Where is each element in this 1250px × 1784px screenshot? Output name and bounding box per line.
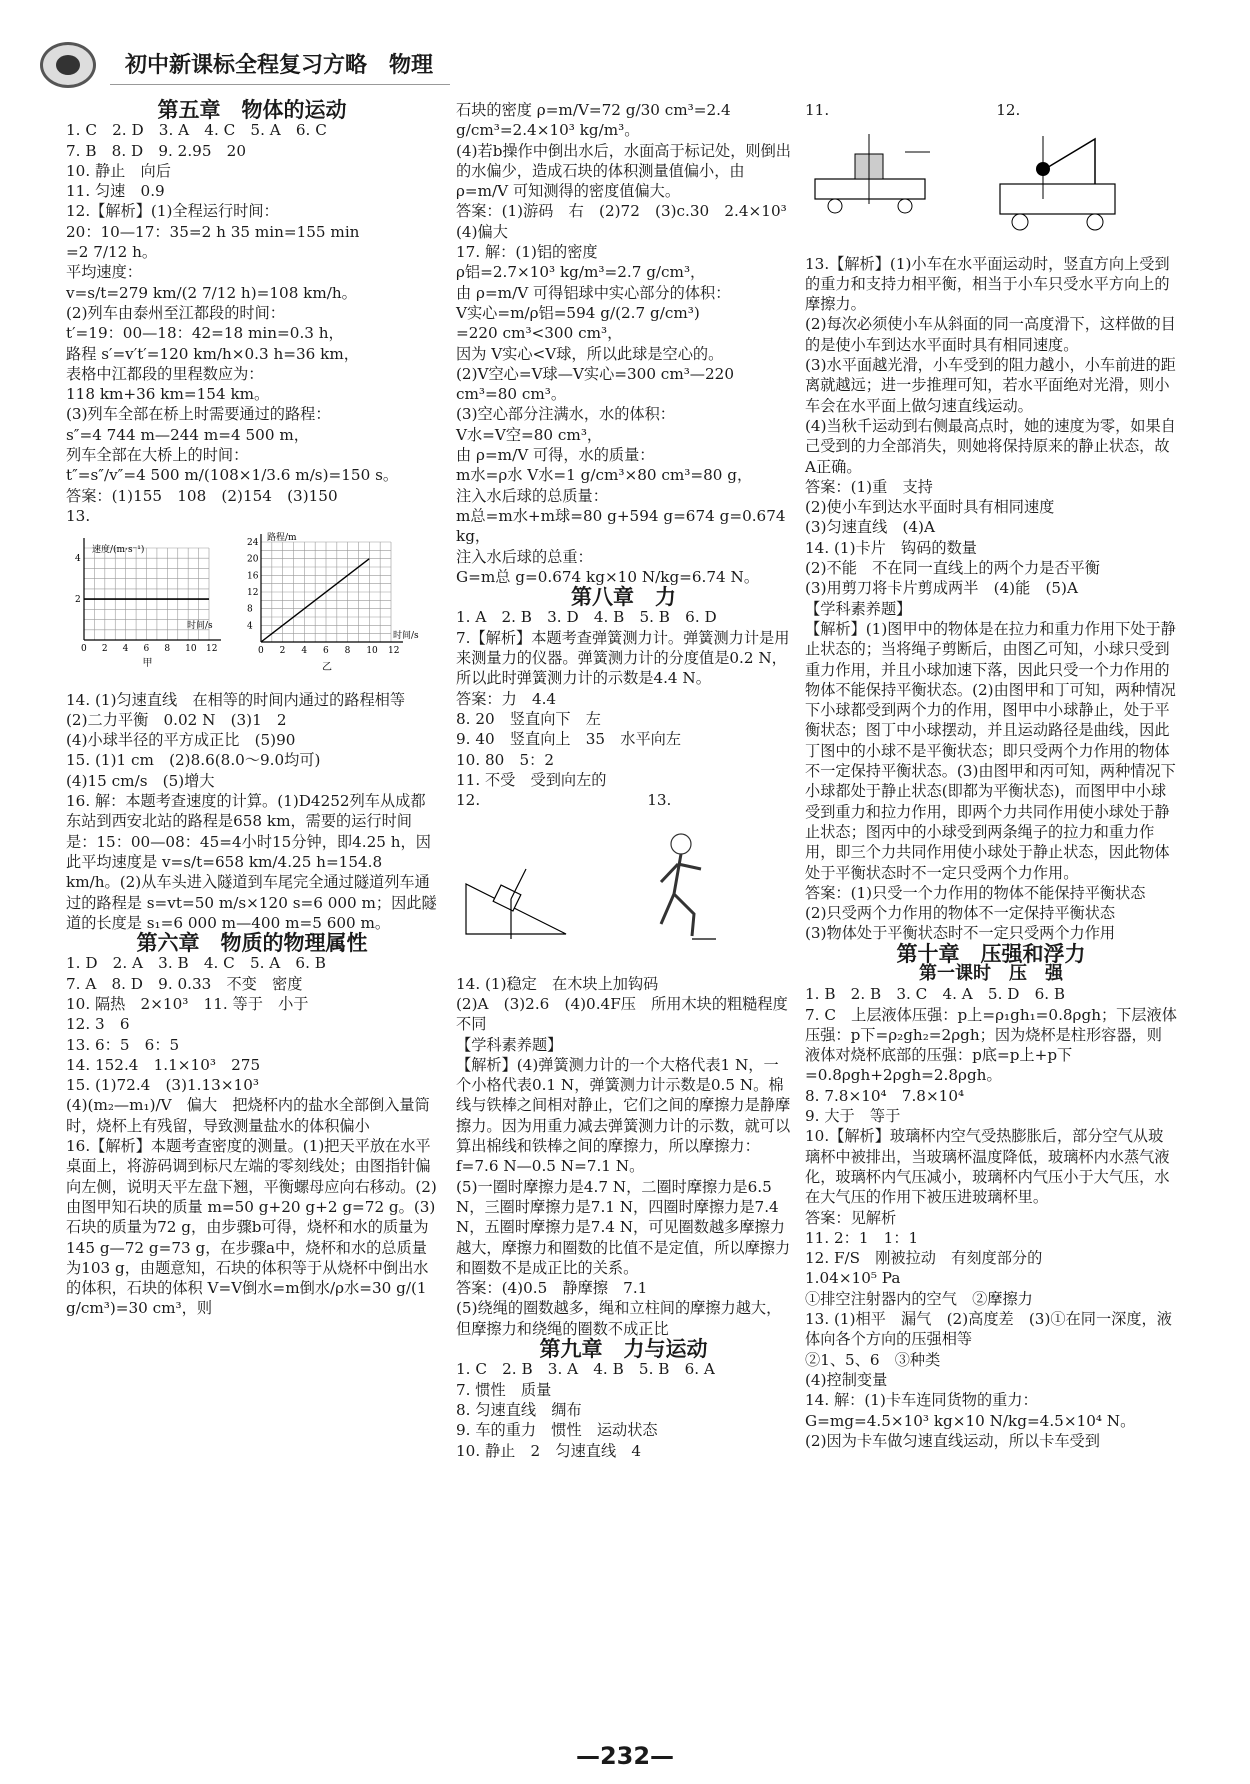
answer-line: 12.【解析】(1)全程运行时间： bbox=[66, 202, 279, 221]
answer-line: 答案：见解析 bbox=[805, 1208, 897, 1227]
answer-line: (2)不能 不在同一直线上的两个力是否平衡 bbox=[805, 559, 1100, 578]
answer-line: 由 ρ=m/V 可得，水的质量： bbox=[456, 446, 655, 465]
answer-line: 由 ρ=m/V 可得铝球中实心部分的体积： bbox=[456, 283, 731, 302]
left-ylabel: 速度/(m·s⁻¹) bbox=[92, 545, 145, 556]
answer-line: 12. F/S 刚被拉动 有刻度部分的 bbox=[805, 1249, 1043, 1268]
answer-line: (3)空心部分注满水，水的体积： bbox=[456, 405, 675, 424]
tick-label: 16 bbox=[247, 571, 259, 582]
answer-line: 11. 2：1 1：1 bbox=[805, 1228, 919, 1247]
answer-line: 石块的密度 ρ=m/V=72 g/30 cm³=2.4 g/cm³=2.4×10³ kg/m³。 bbox=[456, 101, 736, 140]
answer-line: =220 cm³<300 cm³， bbox=[456, 324, 623, 343]
answer-line: 9. 大于 等于 bbox=[805, 1107, 901, 1126]
left-xlabel: 时间/s bbox=[187, 621, 213, 632]
graph-name: 甲 bbox=[142, 658, 153, 670]
answer-line: 9. 车的重力 惯性 运动状态 bbox=[456, 1421, 658, 1440]
wheel bbox=[898, 199, 912, 213]
tick-label: 0 bbox=[258, 646, 264, 657]
answer-line: 【学科素养题】 bbox=[456, 1035, 563, 1054]
answer-line: 【解析】(4)弹簧测力计的一个大格代表1 N，一个小格代表0.1 N，弹簧测力计示数是0.5 N。棉线与铁棒之间相对静止，它们之间的摩擦力是静摩擦力。因为用重力减去弹簧测力计的示数，就可以算出棉线和铁棒之间的摩擦力，所以摩擦力：f=7.6 N—0.5 N=7.1 N。 bbox=[456, 1055, 791, 1176]
tick-label: 10 bbox=[185, 644, 197, 655]
tick-label: 4 bbox=[122, 644, 129, 655]
answer-line: 8. 7.8×10⁴ 7.8×10⁴ bbox=[805, 1086, 965, 1105]
answer-line: s″=4 744 m—244 m=4 500 m， bbox=[66, 425, 309, 444]
answer-line: 14. 152.4 1.1×10³ 275 bbox=[66, 1055, 261, 1074]
runner-body bbox=[661, 854, 701, 936]
answer-line: 答案：(1)重 支持 bbox=[805, 477, 933, 496]
answer-line: (2)每次必须使小车从斜面的同一高度滑下，这样做的目的是使小车到达水平面时具有相同速度。 bbox=[805, 315, 1176, 354]
answer-line: (3)匀速直线 (4)A bbox=[805, 518, 935, 537]
publisher-logo-icon bbox=[40, 42, 96, 88]
wheel bbox=[1087, 214, 1103, 230]
answer-line: (3)列车全部在桥上时需要通过的路程： bbox=[66, 405, 331, 424]
answer-line: (3)用剪刀将卡片剪成两半 (4)能 (5)A bbox=[805, 579, 1078, 598]
answer-line: 10. 80 5：2 bbox=[456, 750, 555, 769]
answer-line: G=mg=4.5×10³ kg×10 N/kg=4.5×10⁴ N。 bbox=[805, 1411, 1136, 1430]
answer-line: (2)列车由泰州至江都段的时间： bbox=[66, 303, 285, 322]
answer-line: 7. 惯性 质量 bbox=[456, 1380, 552, 1399]
cart-figures bbox=[805, 124, 1165, 244]
answer-line: 1. C 2. B 3. A 4. B 5. B 6. A bbox=[456, 1360, 715, 1379]
answer-line: 17. 解：(1)铝的密度 bbox=[456, 243, 598, 262]
answer-line: 1. B 2. B 3. C 4. A 5. D 6. B bbox=[805, 985, 1066, 1004]
answer-line: 9. 40 竖直向上 35 水平向左 bbox=[456, 730, 682, 749]
tick-label: 8 bbox=[344, 646, 351, 657]
answer-line: ②1、5、6 ③种类 bbox=[805, 1350, 941, 1369]
answer-line: 13. bbox=[66, 506, 91, 525]
answer-line: 1. C 2. D 3. A 4. C 5. A 6. C bbox=[66, 121, 327, 140]
runner-head bbox=[671, 834, 691, 854]
answer-line: 12. 3 6 bbox=[66, 1015, 130, 1034]
answer-line: =2 7/12 h。 bbox=[66, 243, 158, 262]
chapter-heading: 第九章 力与运动 bbox=[539, 1336, 708, 1362]
answer-line: 15. (1)1 cm (2)8.6(8.0～9.0均可) bbox=[66, 751, 321, 770]
tick-label: 10 bbox=[366, 646, 378, 657]
answer-line: 14. (1)匀速直线 在相等的时间内通过的路程相等 bbox=[66, 690, 406, 709]
column-left bbox=[66, 97, 438, 1319]
cart-body bbox=[815, 179, 925, 199]
answer-line: (4)(m₂—m₁)/V 偏大 把烧杯内的盐水全部倒入量筒时，烧杯上有残留，导致测量盐水的体积偏小 bbox=[66, 1096, 430, 1135]
answer-line: 7. A 8. D 9. 0.33 不变 密度 bbox=[66, 974, 303, 993]
chapter-heading: 第五章 物体的运动 bbox=[157, 97, 347, 122]
answer-line: 16.【解析】本题考查密度的测量。(1)把天平放在水平桌面上，将游码调到标尺左端的零刻线处；由图指针偏向左侧，说明天平左盘下翘，平衡螺母应向右移动。(2)由图甲知石块的质量 m=50 g+20 g+2 g=72 g。(3)石块的质量为72 g，由步骤b可得，烧杯和水的质量为145 g—72 g=73 g，在步骤a中，烧杯和水的总质量为103 g，由题意知，石块的体积等于从烧杯中倒出水的体积，石块的体积 V=V倒水=m倒水/ρ水=30 g/(1 g/cm³)=30 cm³，则 bbox=[66, 1137, 437, 1318]
answer-line: 1.04×10⁵ Pa bbox=[805, 1269, 901, 1288]
answer-line: ρ铝=2.7×10³ kg/m³=2.7 g/cm³， bbox=[456, 263, 706, 282]
answer-line: 14. (1)卡片 钩码的数量 bbox=[805, 538, 977, 557]
tick-label: 12 bbox=[388, 646, 400, 657]
answer-line: (4)15 cm/s (5)增大 bbox=[66, 771, 215, 790]
answer-line: 答案：力 4.4 bbox=[456, 689, 557, 708]
tick-label: 24 bbox=[247, 538, 259, 549]
book-title: 初中新课标全程复习方略 物理 bbox=[125, 53, 434, 78]
answer-line: 14. (1)稳定 在木块上加钩码 bbox=[456, 974, 659, 993]
answer-line: (2)使小车到达水平面时具有相同速度 bbox=[805, 498, 1055, 517]
answer-line: 7. B 8. D 9. 2.95 20 bbox=[66, 141, 246, 160]
answer-line: 10. 静止 2 匀速直线 4 bbox=[456, 1441, 641, 1460]
tick-label: 4 bbox=[301, 646, 308, 657]
answer-line: t″=s″/v″=4 500 m/(108×1/3.6 m/s)=150 s。 bbox=[66, 466, 399, 485]
answer-line: 平均速度： bbox=[66, 263, 142, 282]
incline bbox=[466, 884, 566, 934]
answer-line: 8. 20 竖直向下 左 bbox=[456, 709, 601, 728]
tick-label: 6 bbox=[323, 646, 329, 657]
right-ylabel: 路程/m bbox=[267, 533, 297, 544]
column-right bbox=[805, 100, 1177, 1451]
wheel bbox=[1012, 214, 1028, 230]
wheel bbox=[828, 199, 842, 213]
tick-label: 0 bbox=[81, 644, 87, 655]
answer-line: (2)A (3)2.6 (4)0.4F压 所用木块的粗糙程度不同 bbox=[456, 994, 788, 1034]
tick-label: 12 bbox=[247, 588, 259, 599]
answer-line: (2)V空心=V球—V实心=300 cm³—220 cm³=80 cm³。 bbox=[456, 364, 739, 404]
answer-line: (4)当秋千运动到右侧最高点时，她的速度为零，如果自己受到的力全部消失，则她将保持原来的静止状态，故A正确。 bbox=[805, 416, 1176, 476]
answer-line: 15. (1)72.4 (3)1.13×10³ bbox=[66, 1076, 259, 1095]
answer-line: 【解析】(1)图甲中的物体是在拉力和重力作用下处于静止状态的；当将绳子剪断后，由图乙可知，小球只受到重力作用，并且小球加速下落，因此只受一个力作用的物体不能保持平衡状态。(2)由图甲和丁可知，两种情况下小球都受到两个力的作用，图甲中小球静止，处于平衡状态；图丁中小球摆动，并且运动路径是曲线，因此丁图中的小球不是平衡状态；即只受两个力作用的物体不一定保持平衡状态。(3)由图甲和丙可知，两种情况下小球都处于静止状态(即都为平衡状态)，而图甲中小球受到重力和拉力作用，即两个力共同作用使小球处于静止状态；图丙中的小球受到两条绳子的拉力和重力作用，即三个力共同作用使小球处于静止状态，因此物体处于平衡状态时不一定只受两个力作用。 bbox=[805, 619, 1176, 882]
answer-line: (3)水平面越光滑，小车受到的阻力越小，小车前进的距离就越远；进一步推理可知，若水平面绝对光滑，则小车会在水平面上做匀速直线运动。 bbox=[805, 356, 1176, 415]
answer-line: (4)小球半径的平方成正比 (5)90 bbox=[66, 731, 296, 750]
answer-line: 13. 6：5 6：5 bbox=[66, 1035, 180, 1054]
answer-line: 10. 隔热 2×10³ 11. 等于 小于 bbox=[66, 994, 309, 1013]
answer-line: (5)绕绳的圈数越多，绳和立柱间的摩擦力越大，但摩擦力和绕绳的圈数不成正比 bbox=[456, 1299, 782, 1338]
tick-label: 4 bbox=[247, 621, 253, 632]
page-number: —232— bbox=[575, 1742, 675, 1770]
answer-line: 14. 解：(1)卡车连同货物的重力： bbox=[805, 1391, 1038, 1410]
answer-line: V水=V空=80 cm³， bbox=[456, 425, 603, 444]
tick-label: 8 bbox=[247, 604, 253, 615]
answer-line: 118 km+36 km=154 km。 bbox=[66, 385, 270, 404]
incline-and-runner-figure bbox=[456, 814, 776, 964]
answer-line: 8. 匀速直线 绸布 bbox=[456, 1400, 582, 1419]
answer-line: 表格中江都段的里程数应为： bbox=[66, 364, 264, 383]
cart-body bbox=[1000, 184, 1115, 214]
answer-line: (2)因为卡车做匀速直线运动，所以卡车受到 bbox=[805, 1431, 1100, 1450]
answer-line: 13.【解析】(1)小车在水平面运动时，竖直方向上受到的重力和支持力相平衡，相当于小车只受水平方向上的摩擦力。 bbox=[805, 254, 1170, 314]
answer-line: 11. 匀速 0.9 bbox=[66, 182, 165, 201]
answer-line: (3)物体处于平衡状态时不一定只受两个力作用 bbox=[805, 924, 1116, 943]
answer-line: (4)若b操作中倒出水后，水面高于标记处，则倒出的水偏少，造成石块的体积测量值偏小，由 ρ=m/V 可知测得的密度值偏大。 bbox=[456, 141, 791, 201]
figure-graphs bbox=[66, 530, 438, 685]
motion-graphs bbox=[66, 530, 426, 680]
answer-line: 10. 静止 向后 bbox=[66, 161, 171, 180]
tick-label: 2 bbox=[75, 595, 81, 606]
answer-line: t′=19：00—18：42=18 min=0.3 h， bbox=[66, 324, 344, 343]
tick-label: 20 bbox=[247, 554, 259, 565]
chapter-heading: 第八章 力 bbox=[571, 584, 676, 610]
right-xlabel: 时间/s bbox=[393, 631, 419, 642]
answer-line: 7. C 上层液体压强：p上=ρ₁gh₁=0.8ρgh；下层液体压强：p下=ρ₂gh₂=2ρgh；因为烧杯是柱形容器，则液体对烧杯底部的压强：p底=p上+p下=0.8ρgh+2ρgh=2.8ρgh。 bbox=[805, 1005, 1177, 1085]
pendulum-frame bbox=[1045, 139, 1095, 184]
answer-line: (5)一圈时摩擦力是4.7 N，二圈时摩擦力是6.5 N，三圈时摩擦力是7.1 N，四圈时摩擦力是7.4 N，五圈时摩擦力是7.4 N，可见圈数越多摩擦力越大，摩擦力和圈数的比值不是定值，所以摩擦力和圈数不是成正比的关系。 bbox=[456, 1177, 791, 1277]
answer-line: 11. 不受 受到向左的 bbox=[456, 770, 607, 789]
answer-line: 7.【解析】本题考查弹簧测力计。弹簧测力计是用来测量力的仪器。弹簧测力计的分度值是0.2 N，所以此时弹簧测力计的示数是4.4 N。 bbox=[456, 628, 790, 688]
answer-line: V实心=m/ρ铝=594 g/(2.7 g/cm³) bbox=[456, 303, 700, 322]
answer-line: 13. (1)相平 漏气 (2)高度差 (3)①在同一深度，液体向各个方向的压强相等 bbox=[805, 1310, 1172, 1349]
tick-label: 6 bbox=[143, 644, 150, 655]
answer-line: 注入水后球的总质量： bbox=[456, 486, 608, 505]
answer-line: m总=m水+m球=80 g+594 g=674 g=0.674 kg， bbox=[456, 506, 791, 546]
answer-line: G=m总 g=0.674 kg×10 N/kg=6.74 N。 bbox=[456, 567, 760, 586]
answer-line: v=s/t=279 km/(2 7/12 h)=108 km/h。 bbox=[66, 283, 357, 302]
answer-line: 12. 13. bbox=[456, 791, 672, 810]
answer-line: 1. D 2. A 3. B 4. C 5. A 6. B bbox=[66, 954, 326, 973]
chapter-heading: 第六章 物质的物理属性 bbox=[136, 930, 368, 956]
column-middle bbox=[456, 100, 802, 1461]
answer-line: 20：10—17：35=2 h 35 min=155 min bbox=[66, 222, 360, 241]
answer-line: 答案：(1)155 108 (2)154 (3)150 bbox=[66, 486, 338, 505]
answer-line: 11. 12. bbox=[805, 101, 1021, 119]
answer-line: 【学科素养题】 bbox=[805, 599, 912, 618]
answer-line: (4)控制变量 bbox=[805, 1370, 888, 1389]
answer-line: (2)只受两个力作用的物体不一定保持平衡状态 bbox=[805, 904, 1116, 923]
answer-line: m水=ρ水 V水=1 g/cm³×80 cm³=80 g， bbox=[456, 466, 753, 485]
answer-line: 答案：(4)0.5 静摩擦 7.1 bbox=[456, 1279, 648, 1298]
answer-line: 16. 解：本题考查速度的计算。(1)D4252列车从成都东站到西安北站的路程是658 km，需要的运行时间是：15：00—08：45=4小时15分钟，即4.25 h，因此平均速度是 v=s/t=658 km/4.25 h=154.8 km/h。(2)从车头进入隧道到车尾完全通过隧道列车通过的路程是 s=vt=50 m/s×120 s=6 000 m；因此隧道的长度是 s₁=6 000 m—400 m=5 600 m。 bbox=[66, 792, 437, 932]
answer-line: 10.【解析】玻璃杯内空气受热膨胀后，部分空气从玻璃杯中被排出，当玻璃杯温度降低，玻璃杯内水蒸气液化，玻璃杯内气压减小，玻璃杯内气压小于大气压，水在大气压的作用下被压进玻璃杯里。 bbox=[805, 1127, 1170, 1207]
answer-line: ①排空注射器内的空气 ②摩擦力 bbox=[805, 1289, 1033, 1308]
answer-line: 1. A 2. B 3. D 4. B 5. B 6. D bbox=[456, 608, 717, 627]
figure-carts bbox=[805, 124, 1177, 249]
tick-label: 12 bbox=[206, 644, 218, 655]
answer-line: 答案：(1)只受一个力作用的物体不能保持平衡状态 bbox=[805, 883, 1146, 902]
answer-line: 列车全部在大桥上的时间： bbox=[66, 446, 249, 465]
tick-label: 2 bbox=[101, 644, 108, 655]
lesson-heading: 第一课时 压 强 bbox=[919, 962, 1063, 984]
graph-name: 乙 bbox=[322, 662, 332, 674]
figure-incline bbox=[456, 814, 791, 969]
answer-line: 注入水后球的总重： bbox=[456, 547, 593, 566]
header-rule bbox=[110, 84, 450, 85]
page-header bbox=[0, 0, 1250, 100]
tick-label: 8 bbox=[164, 644, 171, 655]
answer-line: (2)二力平衡 0.02 N (3)1 2 bbox=[66, 710, 287, 729]
tick-label: 2 bbox=[279, 646, 286, 657]
chapter-heading: 第十章 压强和浮力 bbox=[896, 940, 1086, 966]
answer-line: 答案：(1)游码 右 (2)72 (3)c.30 2.4×10³ (4)偏大 bbox=[456, 202, 802, 241]
tick-label: 4 bbox=[75, 554, 81, 565]
answer-line: 路程 s′=v′t′=120 km/h×0.3 h=36 km， bbox=[66, 344, 359, 363]
answer-line: 因为 V实心<V球，所以此球是空心的。 bbox=[456, 344, 724, 363]
